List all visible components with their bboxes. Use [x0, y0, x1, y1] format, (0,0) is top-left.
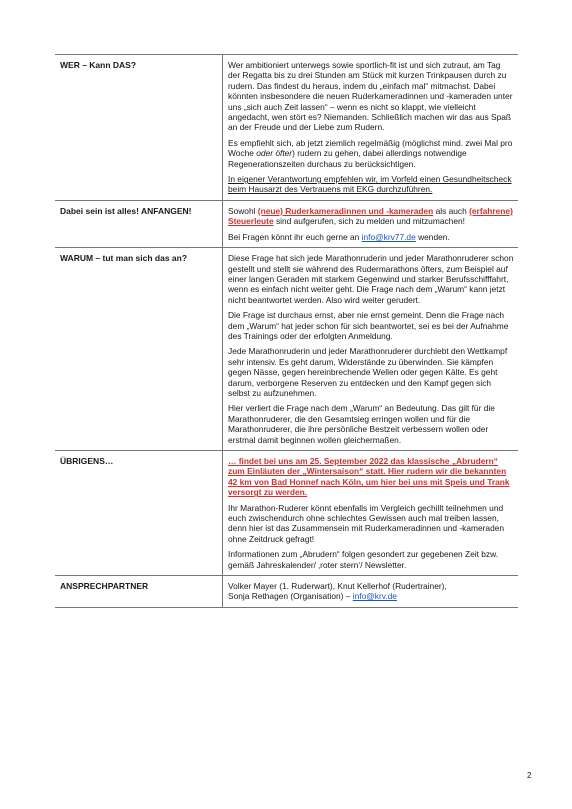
table-row [55, 247, 518, 450]
email-link[interactable]: info@krv.de [352, 591, 397, 602]
row-content [223, 201, 518, 247]
emphasis-text: oder öfter [256, 148, 293, 159]
table-row [55, 54, 518, 200]
row-label: ANSPRECHPARTNER [55, 576, 223, 607]
row-content [223, 451, 518, 575]
paragraph: Jede Marathonruderin und jeder Marathonruderer durchlebt den Wettkampf sehr intensiv. Es geht darum, Widerstände zu überwinden. Sie kämpfen gegen Nässe, gegen hereinbrechende Wellen oder gegen Kälte. Es geht darum, verborgene Reserven zu entdecken und den Kampf gegen sich selbst zu aufzunehmen. [228, 346, 508, 398]
highlight-text: (neue) Ruderkameradinnen und -kameraden [257, 205, 434, 216]
contact-line: Volker Mayer (1. Ruderwart), Knut Kellerhof (Rudertrainer), [228, 581, 447, 592]
row-content [223, 576, 518, 607]
row-label: Dabei sein ist alles! ANFANGEN! [55, 201, 223, 247]
paragraph: Hier verliert die Frage nach dem „Warum“ an Bedeutung. Das gilt für die Marathonruderer, die den Gesamtsieg erringen wollen und für die Marathonruderer, die ihre persönliche Bestzeit verbessern wollen oder erstmal damit beginnen wollen gleichermaßen. [228, 403, 495, 445]
table-row [55, 200, 518, 247]
paragraph: Sowohl (neue) Ruderkameradinnen und -kameraden als auch (erfahrene) Steuerleute sind aufgerufen, sich zu melden und mitzumachen! [228, 205, 513, 227]
row-label: WER – Kann DAS? [55, 55, 223, 200]
paragraph: Diese Frage hat sich jede Marathonruderin und jeder Marathonruderer schon gestellt und stellt sie während des Rudermarathons öfters, zum Beispiel auf einer langen Geraden mit starkem Gegenwind und starker Berufsschifffahrt, wenn es einfach nicht weiter geht. Die Frage nach dem „Warum“ kann jetzt nicht beantwortet werden. Also wird weiter gerudert. [228, 253, 514, 305]
paragraph: Es empfiehlt sich, ab jetzt ziemlich regelmäßig (möglichst mind. zwei Mal pro Woche oder öfter) rudern zu gehen, dabei allerdings notwendige Regenerationszeiten durchaus zu berücksichtigen. [228, 137, 513, 169]
highlight-paragraph: … findet bei uns am 25. September 2022 das klassische „Abrudern“ zum Einläuten der „Wintersaison“ statt. Hier rudern wir die bekannten 42 km von Bad Honnef nach Köln, um hier bei uns mit Speis und Trank versorgt zu werden. [228, 456, 510, 498]
table-row [55, 575, 518, 608]
row-label: ÜBRIGENS… [55, 451, 223, 575]
health-note: In eigener Verantwortung empfehlen wir, im Vorfeld einen Gesundheitscheck beim Hausarzt des Vertrauens mit EKG durchzuführen. [228, 174, 512, 195]
info-table [55, 54, 518, 608]
page-number: 2 [527, 771, 532, 780]
highlight-text: (erfahrene) Steuerleute [228, 205, 513, 227]
paragraph: Informationen zum „Abrudern“ folgen gesondert zur gegebenen Zeit bzw. gemäß Jahreskalender/ ‚roter stern‘/ Newsletter. [228, 549, 499, 570]
paragraph: Ihr Marathon-Ruderer könnt ebenfalls im Vergleich gechillt teilnehmen und euch zwischendurch ohne schlechtes Gewissen auch mal treiben lassen, denn hier ist das Zusammensein mit Ruderkameradinnen und -kameraden ohne Zeitdruck gefragt! [228, 502, 505, 544]
row-content [223, 248, 518, 450]
paragraph: Die Frage ist durchaus ernst, aber nie ernst gemeint. Denn die Frage nach dem „Warum“ hat jeder schon für sich beantwortet, sei es bei der Aufnahme des Trainings oder der erfolgten Anmeldung. [228, 310, 509, 341]
email-link[interactable]: info@krv77.de [361, 231, 416, 242]
row-content [223, 55, 518, 200]
table-row [55, 450, 518, 575]
contact-line: Sonja Rethagen (Organisation) – info@krv.de [228, 591, 397, 602]
row-label: WARUM – tut man sich das an? [55, 248, 223, 450]
paragraph: Bei Fragen könnt ihr euch gerne an info@krv77.de wenden. [228, 231, 450, 242]
paragraph: Wer ambitioniert unterwegs sowie sportlich-fit ist und sich zutraut, am Tag der Regatta bis zu drei Stunden am Stück mit kurzen Trinkpausen durch zu rudern. Das findest du heraus, indem du „einfach mal“ mitmachst. Dabei könnten insbesondere die neuen Ruderkameradinnen und -kameraden unter uns „sich auch Zeit lassen“ – wenn es nicht so klappt, wie vielleicht angedacht, wen stört es? Niemanden. Schließlich machen wir das aus Spaß an der Freude und der Liebe zum Rudern. [228, 60, 513, 133]
